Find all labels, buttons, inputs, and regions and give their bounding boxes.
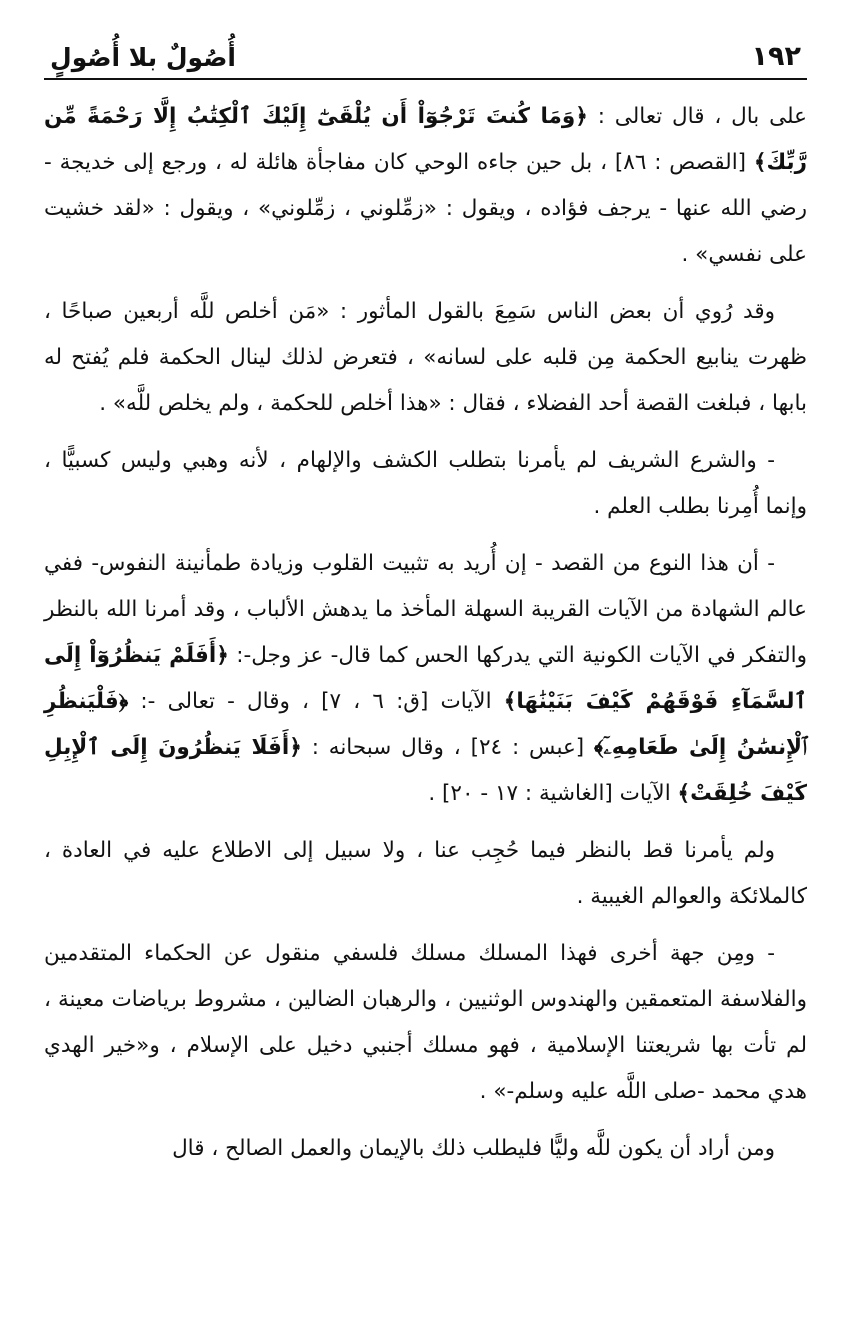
- body-text: [44, 94, 807, 1172]
- running-header: [44, 28, 807, 80]
- paragraph-3: [44, 438, 807, 530]
- paragraph-text: ومن أراد أن يكون للَّه وليًّا فليطلب ذلك بالإيمان والعمل الصالح ، قال: [172, 1136, 775, 1161]
- paragraph-text: على بال ، قال تعالى :: [587, 104, 808, 129]
- paragraph-4: [44, 541, 807, 817]
- quran-verse: ﴿أَفَلَمْ يَنظُرُوٓاْ إِلَى ٱلسَّمَآءِ فَوْقَهُمْ كَيْفَ بَنَيْنَٰهَا﴾: [44, 643, 808, 714]
- book-title: أُصُولٌ بلا أُصُولٍ: [50, 43, 236, 72]
- quran-verse: ﴿وَمَا كُنتَ تَرْجُوٓاْ أَن يُلْقَىٰٓ إِلَيْكَ ٱلْكِتَٰبُ إِلَّا رَحْمَةً مِّن رَّبِّكَ﴾: [44, 104, 807, 175]
- paragraph-text: - ومِن جهة أخرى فهذا المسلك مسلك فلسفي منقول عن الحكماء المتقدمين والفلاسفة المتعمقين والهندوس الوثنيين ، والرهبان الضالين ، مشروط برياضات معينة ، لم تأت بها شريعتنا الإسلامية ، فهو مسلك أجنبي دخيل على الإسلام ، و«خير الهدي هدي محمد -صلى اللَّه عليه وسلم-» .: [44, 941, 807, 1104]
- paragraph-text: وقد رُوي أن بعض الناس سَمِعَ بالقول المأثور : «مَن أخلص للَّه أربعين صباحًا ، ظهرت ينابيع الحكمة مِن قلبه على لسانه» ، فتعرض لذلك لينال الحكمة فلم يُفتح له بابها ، فبلغت القصة أحد الفضلاء ، فقال : «هذا أخلص للحكمة ، ولم يخلص للَّه» .: [44, 299, 807, 416]
- paragraph-text: [القصص : ٨٦] ، بل حين جاءه الوحي كان مفاجأة هائلة له ، ورجع إلى خديجة - رضي الله عنها - يرجف فؤاده ، ويقول : «زمِّلوني ، زمِّلوني» ، ويقول : «لقد خشيت على نفسي» .: [44, 150, 807, 267]
- quran-verse: ﴿أَفَلَا يَنظُرُونَ إِلَى ٱلْإِبِلِ كَيْفَ خُلِقَتْ﴾: [44, 735, 807, 806]
- page-number: ١٩٢: [751, 41, 801, 72]
- paragraph-5: [44, 828, 807, 920]
- paragraph-text: الآيات [ق: ٦ ، ٧] ، وقال - تعالى -:: [128, 689, 504, 714]
- paragraph-2: [44, 289, 807, 427]
- paragraph-text: - أن هذا النوع من القصد - إن أُريد به تثبيت القلوب وزيادة طمأنينة النفوس- ففي عالم الشهادة من الآيات القريبة السهلة المأخذ ما يدهش الألباب ، وقد أمرنا الله بالنظر والتفكر في الآيات الكونية التي يدركها الحس كما قال- عز وجل-:: [44, 551, 808, 668]
- paragraph-7: [44, 1126, 807, 1172]
- paragraph-text: ولم يأمرنا قط بالنظر فيما حُجِب عنا ، ولا سبيل إلى الاطلاع عليه في العادة ، كالملائكة والعوالم الغيبية .: [44, 838, 807, 909]
- paragraph-1: [44, 94, 807, 278]
- paragraph-text: الآيات [الغاشية : ١٧ - ٢٠] .: [428, 781, 678, 806]
- paragraph-text: [عبس : ٢٤] ، وقال سبحانه :: [301, 735, 595, 760]
- quran-verse: ﴿فَلْيَنظُرِ ٱلْإِنسَٰنُ إِلَىٰ طَعَامِهِۦٓ﴾: [44, 689, 807, 760]
- paragraph-6: [44, 931, 807, 1115]
- paragraph-text: - والشرع الشريف لم يأمرنا بتطلب الكشف والإلهام ، لأنه وهبي وليس كسبيًّا ، وإنما أُمِرنا بطلب العلم .: [44, 448, 807, 519]
